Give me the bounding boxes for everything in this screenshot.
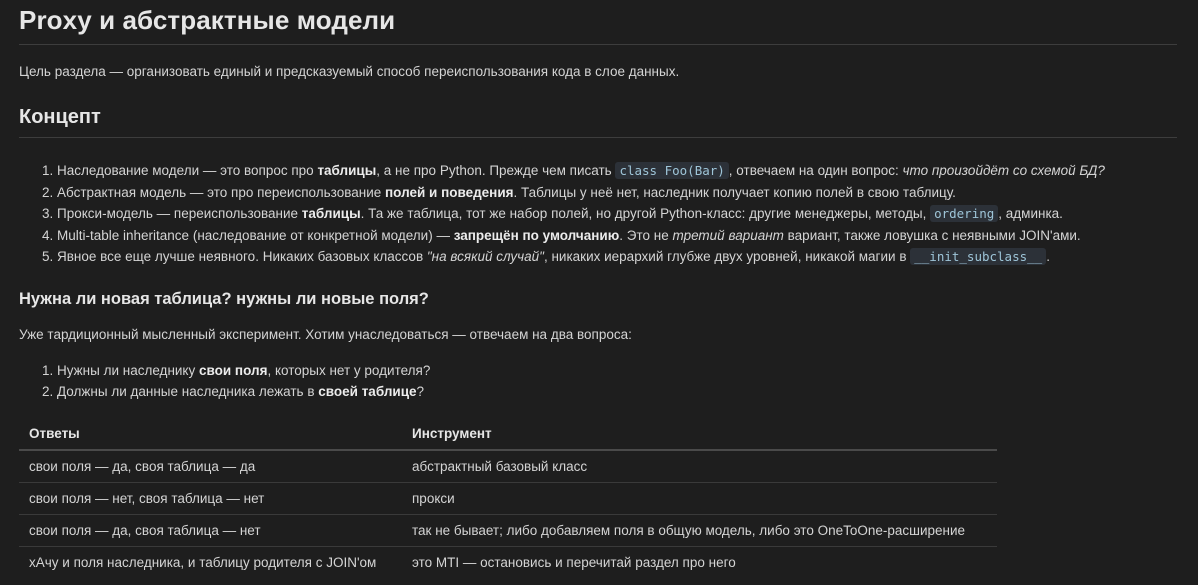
table-cell: свои поля — нет, своя таблица — нет	[19, 482, 402, 514]
list-item: 2. Абстрактная модель — это про переиспользование полей и поведения. Таблицы у неё нет, наследник получает копию полей в свою таблицу.	[57, 182, 1177, 204]
concept-divider	[19, 137, 1177, 138]
table-cell: прокси	[402, 482, 997, 514]
list-item: 1. Нужны ли наследнику свои поля, которых нет у родителя?	[57, 360, 1177, 382]
table-row	[19, 450, 997, 483]
concept-heading: Концепт	[19, 106, 101, 128]
inline-code: class Foo(Bar)	[615, 162, 728, 179]
list-item: 1. Наследование модели — это вопрос про таблицы, а не про Python. Прежде чем писать class Foo(Bar) , отвечаем на один вопрос: что произойдёт со схемой БД?	[57, 160, 1177, 182]
inline-code: ordering	[930, 205, 998, 222]
table-cell: так не бывает; либо добавляем поля в общую модель, либо это OneToOne-расширение	[402, 514, 997, 546]
document	[19, 0, 1177, 578]
table-row	[19, 546, 997, 578]
concept-list	[19, 160, 1177, 268]
list-item: 2. Должны ли данные наследника лежать в своей таблице?	[57, 381, 1177, 403]
table-cell: абстрактный базовый класс	[402, 450, 997, 483]
questions-lead: Уже тардиционный мысленный эксперимент. Хотим унаследоваться — отвечаем на два вопроса:	[19, 326, 632, 342]
table-header-row	[19, 419, 997, 450]
table-cell: хАчу и поля наследника, и таблицу родителя с JOIN'ом	[29, 554, 377, 570]
column-header-answers: Ответы	[19, 419, 402, 450]
intro-paragraph: Цель раздела — организовать единый и предсказуемый способ переиспользования кода в слое данных.	[19, 64, 680, 79]
answers-table	[19, 419, 997, 578]
table-cell: это MTI — остановись и перечитай раздел про него	[412, 554, 736, 570]
table-row	[19, 514, 997, 546]
inline-code: __init_subclass__	[910, 248, 1046, 265]
page-title: Proxy и абстрактные модели	[19, 5, 396, 35]
table-cell: свои поля — да, своя таблица — да	[19, 450, 402, 483]
questions-heading: Нужна ли новая таблица? нужны ли новые поля?	[19, 289, 429, 308]
questions-list	[19, 360, 1177, 403]
table-cell: свои поля — да, своя таблица — нет	[19, 514, 402, 546]
list-item: 3. Прокси-модель — переиспользование таблицы. Та же таблица, тот же набор полей, но другой Python-класс: другие менеджеры, методы, ordering , админка.	[57, 203, 1177, 225]
column-header-tool: Инструмент	[402, 419, 997, 450]
list-item: 5. Явное все еще лучше неявного. Никаких базовых классов "на всякий случай", никаких иерархий глубже двух уровней, никакой магии в __init_subclass__ .	[57, 246, 1177, 268]
list-item: 4. Multi-table inheritance (наследование от конкретной модели) — запрещён по умолчанию. Это не третий вариант вариант, также ловушка с неявными JOIN'ами.	[57, 225, 1177, 247]
title-divider	[19, 44, 1177, 45]
table-row	[19, 482, 997, 514]
